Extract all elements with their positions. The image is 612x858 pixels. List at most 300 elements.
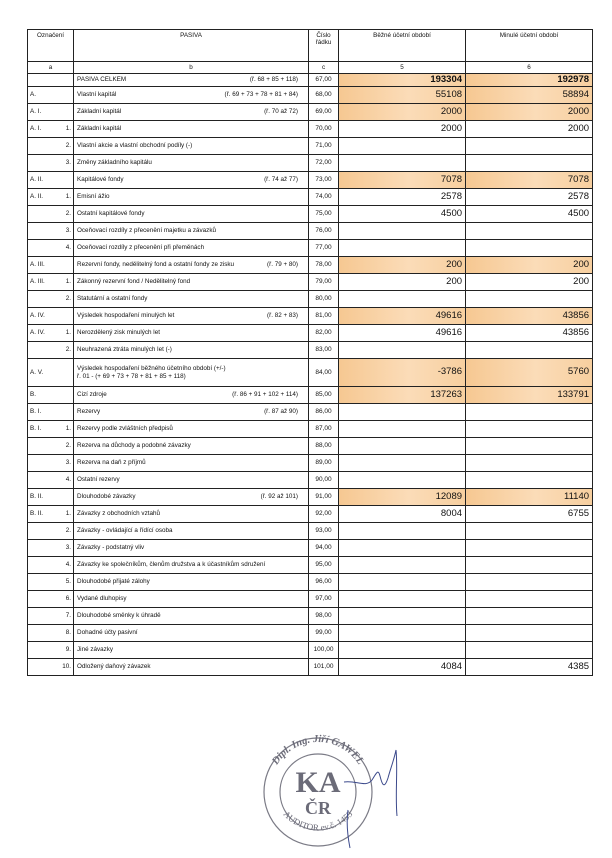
table-row — [28, 540, 593, 557]
value-current-period — [339, 342, 466, 359]
row-description-wrap — [77, 346, 308, 353]
value-current-period: 8004 — [339, 506, 466, 523]
row-line-number: 98,00 — [309, 608, 339, 625]
value-previous-period — [466, 591, 593, 608]
table-row — [28, 155, 593, 172]
row-description — [74, 87, 309, 104]
row-description — [74, 455, 309, 472]
row-id — [28, 591, 59, 608]
row-label: Dlouhodobé přijaté zálohy — [77, 578, 150, 586]
row-description — [74, 574, 309, 591]
table-row — [28, 489, 593, 506]
row-sub-number: 6. — [59, 591, 74, 608]
row-description — [74, 625, 309, 642]
table-row — [28, 74, 593, 87]
balance-sheet-liabilities-table — [27, 29, 593, 676]
row-label: Neuhrazená ztráta minulých let (-) — [77, 346, 172, 354]
value-current-period: 200 — [339, 257, 466, 274]
row-description — [74, 189, 309, 206]
value-previous-period — [466, 240, 593, 257]
row-sub-number: 9. — [59, 642, 74, 659]
row-description — [74, 404, 309, 421]
stamp-cr: ČR — [305, 798, 331, 818]
row-sub-number: 3. — [59, 540, 74, 557]
table-row — [28, 642, 593, 659]
row-id: A. I. — [28, 121, 59, 138]
value-current-period: 2578 — [339, 189, 466, 206]
row-id — [28, 155, 59, 172]
row-sub-number: 4. — [59, 557, 74, 574]
row-id — [28, 540, 59, 557]
row-line-number: 96,00 — [309, 574, 339, 591]
value-previous-period — [466, 138, 593, 155]
row-description — [74, 325, 309, 342]
row-sub-number: 1. — [59, 421, 74, 438]
value-current-period — [339, 455, 466, 472]
row-id — [28, 625, 59, 642]
stamp-ka: KA — [295, 766, 341, 799]
row-sub-number: 2. — [59, 138, 74, 155]
value-current-period — [339, 472, 466, 489]
row-sub-number: 7. — [59, 608, 74, 625]
row-line-number: 68,00 — [309, 87, 339, 104]
row-line-number: 73,00 — [309, 172, 339, 189]
row-description-wrap — [77, 193, 308, 200]
value-current-period: 4500 — [339, 206, 466, 223]
header-sub-a: a — [28, 62, 74, 74]
row-id — [28, 557, 59, 574]
row-description-wrap — [77, 295, 308, 302]
row-id: A. — [28, 87, 59, 104]
row-id: A. II. — [28, 172, 59, 189]
value-previous-period — [466, 291, 593, 308]
row-id — [28, 455, 59, 472]
value-previous-period: 133791 — [466, 387, 593, 404]
row-sub-number: 1. — [59, 274, 74, 291]
value-current-period — [339, 223, 466, 240]
table-row — [28, 325, 593, 342]
row-id — [28, 472, 59, 489]
table-row — [28, 523, 593, 540]
row-id: B. II. — [28, 506, 59, 523]
row-id — [28, 659, 59, 676]
value-current-period — [339, 138, 466, 155]
row-label: Ostatní kapitálové fondy — [77, 210, 145, 218]
table-row — [28, 574, 593, 591]
row-line-number: 67,00 — [309, 74, 339, 87]
table-row — [28, 421, 593, 438]
row-sub-number: 1. — [59, 189, 74, 206]
row-description-wrap — [77, 476, 308, 483]
row-description — [74, 359, 309, 387]
row-description-wrap — [77, 459, 308, 466]
row-label: Rezervy podle zvláštních předpisů — [77, 425, 173, 433]
row-line-number: 70,00 — [309, 121, 339, 138]
row-description-wrap — [77, 125, 308, 132]
row-sub-number — [59, 489, 74, 506]
value-previous-period: 4385 — [466, 659, 593, 676]
row-line-number: 97,00 — [309, 591, 339, 608]
value-current-period — [339, 404, 466, 421]
table-row — [28, 591, 593, 608]
value-previous-period — [466, 438, 593, 455]
table-row — [28, 138, 593, 155]
row-line-number: 91,00 — [309, 489, 339, 506]
value-previous-period: 2000 — [466, 121, 593, 138]
row-description-wrap — [77, 442, 308, 449]
row-line-number: 80,00 — [309, 291, 339, 308]
row-formula: (ř. 74 až 77) — [264, 176, 299, 184]
value-previous-period — [466, 472, 593, 489]
row-line-number: 72,00 — [309, 155, 339, 172]
row-description — [74, 104, 309, 121]
header-sub-b: b — [74, 62, 309, 74]
row-sub-number: 3. — [59, 155, 74, 172]
value-current-period: 2000 — [339, 121, 466, 138]
value-current-period: -3786 — [339, 359, 466, 387]
row-sub-number: 2. — [59, 342, 74, 359]
table-row — [28, 387, 593, 404]
row-sub-number: 2. — [59, 523, 74, 540]
row-id — [28, 291, 59, 308]
row-description-wrap — [77, 612, 308, 619]
table-row — [28, 557, 593, 574]
row-label: Dohadné účty pasivní — [77, 629, 138, 637]
row-line-number: 81,00 — [309, 308, 339, 325]
row-line-number: 95,00 — [309, 557, 339, 574]
value-previous-period: 43856 — [466, 325, 593, 342]
value-previous-period: 6755 — [466, 506, 593, 523]
row-description-wrap — [77, 278, 308, 285]
row-line-number: 86,00 — [309, 404, 339, 421]
value-previous-period: 11140 — [466, 489, 593, 506]
row-sub-number — [59, 387, 74, 404]
row-sub-number: 3. — [59, 455, 74, 472]
row-description-wrap — [77, 510, 308, 517]
value-previous-period: 192978 — [466, 74, 593, 87]
row-label: Vlastní akcie a vlastní obchodní podíly (-) — [77, 142, 193, 150]
row-description-wrap — [77, 544, 308, 551]
value-current-period — [339, 523, 466, 540]
row-label: Cizí zdroje — [77, 391, 107, 399]
row-line-number: 89,00 — [309, 455, 339, 472]
row-label: Dlouhodobé směnky k úhradě — [77, 612, 161, 620]
row-description — [74, 557, 309, 574]
header-pasiva: PASIVA — [74, 30, 309, 62]
row-label: Ostatní rezervy — [77, 476, 120, 484]
value-current-period — [339, 540, 466, 557]
row-id — [28, 223, 59, 240]
row-description — [74, 291, 309, 308]
table-row — [28, 257, 593, 274]
value-previous-period: 200 — [466, 257, 593, 274]
row-description-wrap — [77, 595, 308, 602]
row-description — [74, 523, 309, 540]
value-previous-period — [466, 523, 593, 540]
row-line-number: 92,00 — [309, 506, 339, 523]
row-id: A. I. — [28, 104, 59, 121]
row-id — [28, 138, 59, 155]
row-sub-number — [59, 359, 74, 387]
row-label: Základní kapitál — [77, 108, 122, 116]
row-line-number: 83,00 — [309, 342, 339, 359]
row-label: Výsledek hospodaření běžného účetního období (+/-) — [77, 364, 226, 372]
row-sub-number: 2. — [59, 291, 74, 308]
row-label: Závazky ke společníkům, členům družstva a k účastníkům sdružení — [77, 561, 266, 569]
row-sub-number: 1. — [59, 325, 74, 342]
table-row — [28, 342, 593, 359]
value-previous-period — [466, 557, 593, 574]
row-description — [74, 223, 309, 240]
row-line-number: 71,00 — [309, 138, 339, 155]
row-sub-number: 2. — [59, 438, 74, 455]
row-id — [28, 574, 59, 591]
row-description-wrap — [77, 91, 308, 98]
row-sub-number — [59, 87, 74, 104]
row-description — [74, 240, 309, 257]
row-line-number: 82,00 — [309, 325, 339, 342]
row-label: Vlastní kapitál — [77, 91, 117, 99]
row-label: Kapitálové fondy — [77, 176, 124, 184]
value-previous-period — [466, 540, 593, 557]
table-row — [28, 308, 593, 325]
row-description — [74, 591, 309, 608]
value-current-period — [339, 240, 466, 257]
value-current-period: 12089 — [339, 489, 466, 506]
header-oznaceni: Označení — [28, 30, 74, 62]
value-current-period — [339, 438, 466, 455]
table-row — [28, 455, 593, 472]
row-description-wrap — [77, 244, 308, 251]
row-description-wrap — [77, 663, 308, 670]
value-current-period: 7078 — [339, 172, 466, 189]
row-line-number: 79,00 — [309, 274, 339, 291]
row-formula: (ř. 69 + 73 + 78 + 81 + 84) — [224, 91, 299, 99]
value-previous-period — [466, 421, 593, 438]
row-id: A. IV. — [28, 308, 59, 325]
value-previous-period — [466, 608, 593, 625]
row-id — [28, 240, 59, 257]
row-description — [74, 540, 309, 557]
row-description-wrap — [77, 391, 308, 398]
header-cislo-radku: Číslo řádku — [309, 30, 339, 62]
row-description-wrap — [77, 76, 308, 83]
row-formula: (ř. 79 + 80) — [267, 261, 299, 269]
row-line-number: 87,00 — [309, 421, 339, 438]
row-line-number: 76,00 — [309, 223, 339, 240]
row-description-wrap — [77, 493, 308, 500]
row-description-wrap — [77, 210, 308, 217]
value-current-period: 200 — [339, 274, 466, 291]
row-description-wrap — [77, 159, 308, 166]
value-current-period: 137263 — [339, 387, 466, 404]
row-label: Základní kapitál — [77, 125, 122, 133]
row-description-wrap — [77, 365, 308, 380]
row-id — [28, 74, 59, 87]
value-previous-period: 43856 — [466, 308, 593, 325]
row-description — [74, 74, 309, 87]
value-current-period: 49616 — [339, 325, 466, 342]
row-line-number: 93,00 — [309, 523, 339, 540]
row-description — [74, 438, 309, 455]
row-line-number: 101,00 — [309, 659, 339, 676]
row-label: Výsledek hospodaření minulých let — [77, 312, 175, 320]
value-previous-period: 58894 — [466, 87, 593, 104]
row-id — [28, 523, 59, 540]
row-label: Změny základního kapitálu — [77, 159, 152, 167]
table-row — [28, 659, 593, 676]
row-id: A. IV. — [28, 325, 59, 342]
value-current-period — [339, 642, 466, 659]
row-description-wrap — [77, 408, 308, 415]
row-description — [74, 421, 309, 438]
table-row — [28, 472, 593, 489]
row-id — [28, 206, 59, 223]
value-previous-period — [466, 455, 593, 472]
row-line-number: 74,00 — [309, 189, 339, 206]
row-id: A. III. — [28, 257, 59, 274]
header-row — [28, 30, 593, 62]
row-line-number: 94,00 — [309, 540, 339, 557]
row-sub-number — [59, 404, 74, 421]
row-description-wrap — [77, 261, 308, 268]
row-description — [74, 206, 309, 223]
row-line-number: 90,00 — [309, 472, 339, 489]
value-previous-period — [466, 404, 593, 421]
row-label: Zákonný rezervní fond / Nedělitelný fond — [77, 278, 191, 286]
table-row — [28, 438, 593, 455]
row-label: Rezerva na daň z příjmů — [77, 459, 146, 467]
row-label: Vydané dluhopisy — [77, 595, 127, 603]
row-description-wrap — [77, 227, 308, 234]
row-line-number: 88,00 — [309, 438, 339, 455]
row-description-wrap — [77, 108, 308, 115]
value-current-period: 2000 — [339, 104, 466, 121]
row-id: A. III. — [28, 274, 59, 291]
row-sub-number: 8. — [59, 625, 74, 642]
row-id — [28, 438, 59, 455]
value-current-period: 193304 — [339, 74, 466, 87]
value-previous-period: 4500 — [466, 206, 593, 223]
row-sub-number: 4. — [59, 240, 74, 257]
row-sub-number: 3. — [59, 223, 74, 240]
row-formula: (ř. 92 až 101) — [260, 493, 299, 501]
row-label: Dlouhodobé závazky — [77, 493, 136, 501]
value-previous-period: 2000 — [466, 104, 593, 121]
row-id: B. — [28, 387, 59, 404]
table-row — [28, 359, 593, 387]
row-formula: ř. 01 - (+ 69 + 73 + 78 + 81 + 85 + 118) — [77, 373, 186, 380]
value-current-period: 55108 — [339, 87, 466, 104]
row-description-wrap — [77, 425, 308, 432]
row-id: A. II. — [28, 189, 59, 206]
value-previous-period: 200 — [466, 274, 593, 291]
row-label: Odložený daňový závazek — [77, 663, 151, 671]
row-formula: (ř. 82 + 83) — [267, 312, 299, 320]
row-description — [74, 274, 309, 291]
row-sub-number: 10. — [59, 659, 74, 676]
table-row — [28, 291, 593, 308]
row-description — [74, 506, 309, 523]
table-row — [28, 172, 593, 189]
row-id — [28, 342, 59, 359]
value-current-period — [339, 608, 466, 625]
row-label: Závazky z obchodních vztahů — [77, 510, 160, 518]
table-row — [28, 240, 593, 257]
row-label: Rezerva na důchody a podobné závazky — [77, 442, 191, 450]
table-body — [28, 74, 593, 676]
table-row — [28, 104, 593, 121]
row-label: Oceňovací rozdíly z přecenění při přeměnách — [77, 244, 205, 252]
value-previous-period: 5760 — [466, 359, 593, 387]
row-line-number: 77,00 — [309, 240, 339, 257]
row-line-number: 75,00 — [309, 206, 339, 223]
row-description — [74, 608, 309, 625]
table-row — [28, 404, 593, 421]
row-description — [74, 138, 309, 155]
row-description — [74, 472, 309, 489]
row-description-wrap — [77, 629, 308, 636]
row-description — [74, 308, 309, 325]
table-row — [28, 274, 593, 291]
value-previous-period — [466, 342, 593, 359]
row-formula: (ř. 87 až 90) — [264, 408, 299, 416]
row-sub-number — [59, 172, 74, 189]
stamp-arc-text: Dipl. Ing. Jiří GAWEL — [270, 733, 366, 767]
value-current-period: 49616 — [339, 308, 466, 325]
row-description-wrap — [77, 176, 308, 183]
row-description-wrap — [77, 578, 308, 585]
value-previous-period — [466, 642, 593, 659]
row-label: Oceňovací rozdíly z přecenění majetku a závazků — [77, 227, 216, 235]
row-formula: (ř. 70 až 72) — [264, 108, 299, 116]
row-id: B. II. — [28, 489, 59, 506]
row-id: A. V. — [28, 359, 59, 387]
header-minule-obdobi: Minulé účetní období — [466, 30, 593, 62]
row-description — [74, 342, 309, 359]
row-label: Rezervy — [77, 408, 101, 416]
row-description-wrap — [77, 142, 308, 149]
row-id — [28, 642, 59, 659]
table-row — [28, 121, 593, 138]
header-bezne-obdobi: Běžné účetní období — [339, 30, 466, 62]
row-line-number: 69,00 — [309, 104, 339, 121]
table-row — [28, 506, 593, 523]
value-previous-period — [466, 574, 593, 591]
row-formula: (ř. 68 + 85 + 118) — [249, 76, 299, 84]
row-description — [74, 121, 309, 138]
row-description-wrap — [77, 329, 308, 336]
value-previous-period — [466, 155, 593, 172]
value-current-period — [339, 591, 466, 608]
row-label: Statutární a ostatní fondy — [77, 295, 148, 303]
header-subrow — [28, 62, 593, 74]
row-line-number: 100,00 — [309, 642, 339, 659]
row-label: Závazky - podstatný vliv — [77, 544, 145, 552]
value-previous-period: 7078 — [466, 172, 593, 189]
row-sub-number: 1. — [59, 506, 74, 523]
row-line-number: 78,00 — [309, 257, 339, 274]
row-line-number: 85,00 — [309, 387, 339, 404]
value-previous-period — [466, 625, 593, 642]
value-previous-period: 2578 — [466, 189, 593, 206]
row-sub-number — [59, 257, 74, 274]
row-description — [74, 257, 309, 274]
row-label: Závazky - ovládající a řídící osoba — [77, 527, 173, 535]
value-current-period — [339, 421, 466, 438]
row-description-wrap — [77, 561, 308, 568]
stamp-bottom-text: AUDITOR ev.č. 1453 — [281, 808, 355, 833]
